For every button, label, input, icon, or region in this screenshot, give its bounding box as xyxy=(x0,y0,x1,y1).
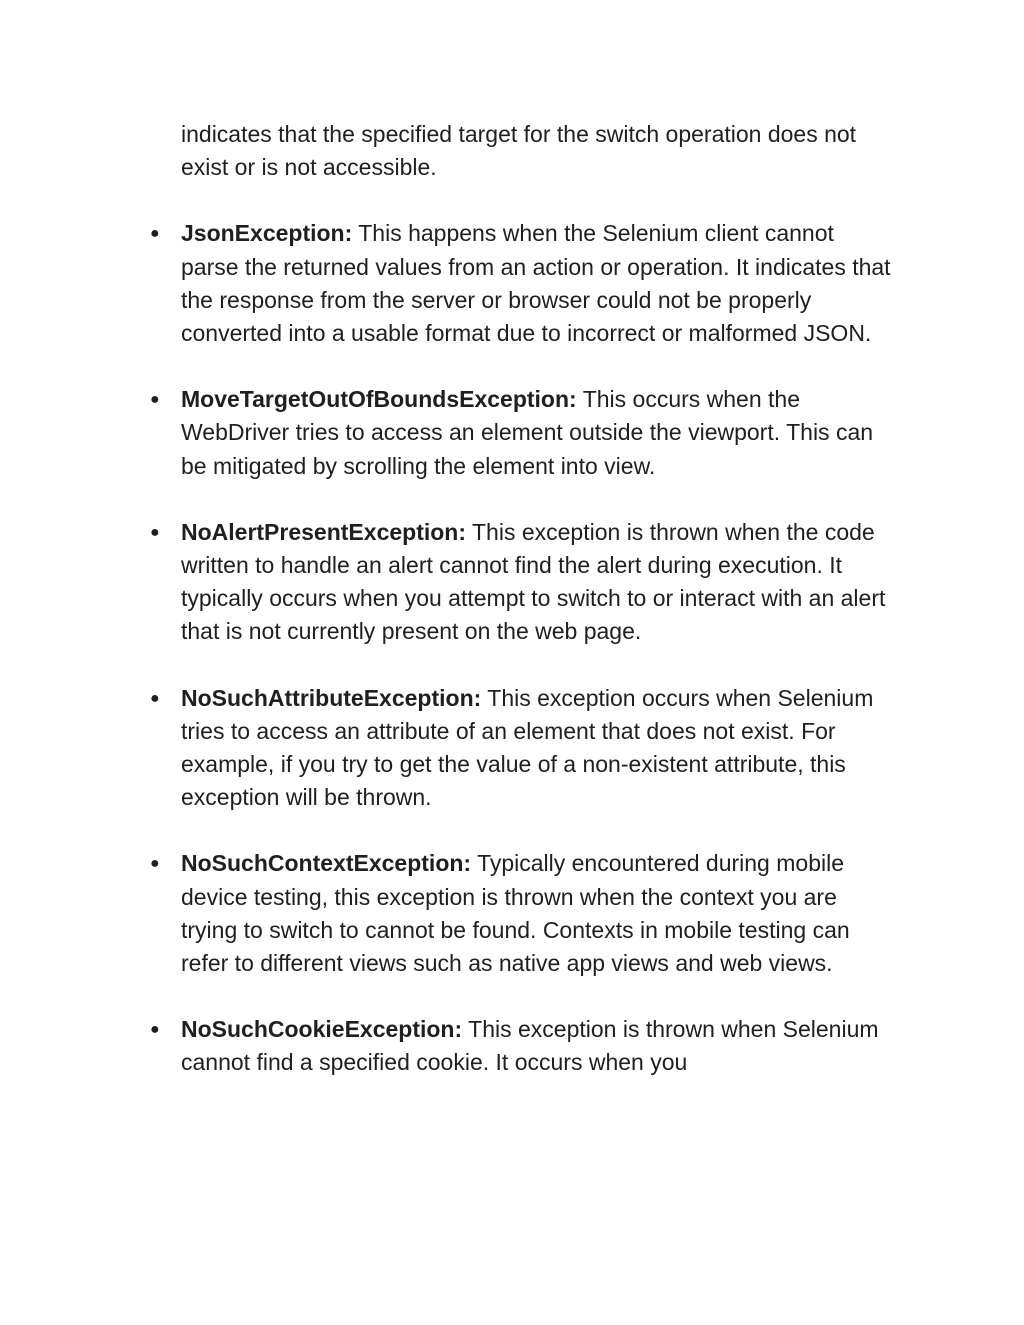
list-item-no-alert-present-exception xyxy=(150,516,897,649)
bullet-icon: ● xyxy=(150,689,160,707)
bullet-icon: ● xyxy=(150,855,160,873)
bullet-icon: ● xyxy=(150,523,160,541)
bullet-icon: ● xyxy=(150,1021,160,1039)
document-content xyxy=(150,118,910,1113)
exception-description: This occurs when the WebDriver tries to access an element outside the viewport. This can be mitigated by scrolling the element into view. xyxy=(181,386,874,479)
exception-description: This exception is thrown when Selenium cannot find a specified cookie. It occurs when you xyxy=(181,1016,879,1076)
exception-term: MoveTargetOutOfBoundsException: xyxy=(181,386,577,413)
exception-term: NoSuchContextException: xyxy=(181,850,472,877)
exception-list xyxy=(150,217,910,1079)
continuation-paragraph: indicates that the specified target for the switch operation does not exist or is not accessible. xyxy=(181,121,857,181)
exception-term: NoSuchAttributeException: xyxy=(181,684,482,711)
bullet-icon: ● xyxy=(150,391,160,409)
list-item-no-such-context-exception xyxy=(150,847,897,980)
exception-description: Typically encountered during mobile device testing, this exception is thrown when the context you are trying to switch to cannot be found. Contexts in mobile testing can refer to different views such as native app views and web views. xyxy=(181,850,850,977)
exception-description: This exception is thrown when the code written to handle an alert cannot find the alert during execution. It typically occurs when you attempt to switch to or interact with an alert that is not currently present on the web page. xyxy=(181,518,886,645)
bullet-icon: ● xyxy=(150,225,160,243)
exception-description: This exception occurs when Selenium tries to access an attribute of an element that does not exist. For example, if you try to get the value of a non-existent attribute, this exception will be thrown. xyxy=(181,684,874,811)
exception-term: JsonException: xyxy=(181,220,353,247)
list-item-move-target-out-of-bounds-exception xyxy=(150,383,897,483)
exception-term: NoAlertPresentException: xyxy=(181,518,467,545)
list-item-no-such-cookie-exception xyxy=(150,1013,897,1079)
list-item-no-such-attribute-exception xyxy=(150,682,897,815)
list-item-json-exception xyxy=(150,217,897,350)
exception-term: NoSuchCookieException: xyxy=(181,1016,463,1043)
exception-description: This happens when the Selenium client cannot parse the returned values from an action or operation. It indicates that the response from the server or browser could not be properly converted into a usable format due to incorrect or malformed JSON. xyxy=(181,220,891,347)
